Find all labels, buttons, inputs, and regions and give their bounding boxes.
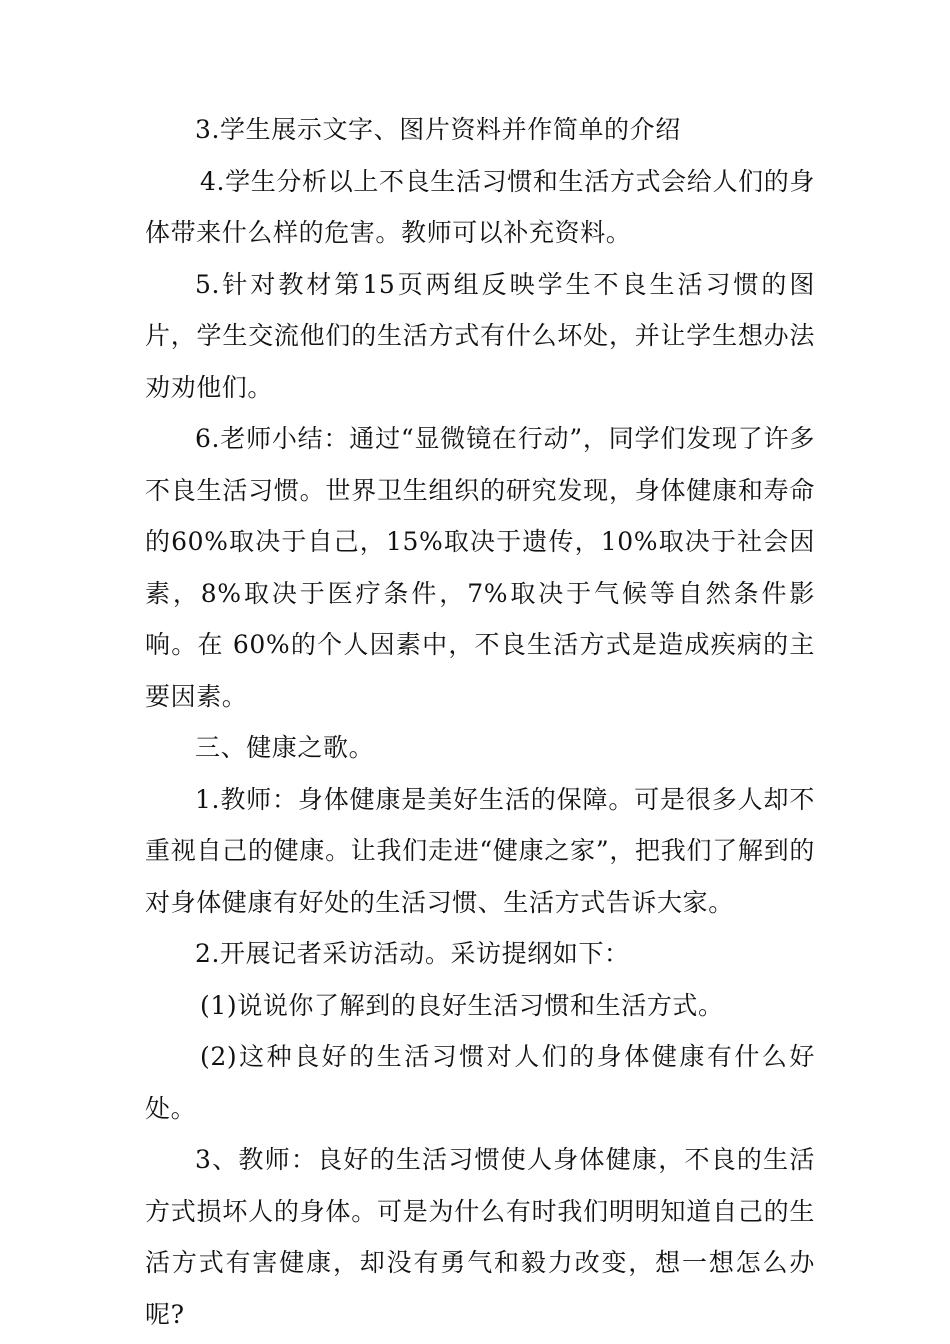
section-heading-health-song: 三、健康之歌。 bbox=[195, 733, 375, 762]
paragraph-teacher-3: 3、教师：良好的生活习惯使人身体健康，不良的生活方式损坏人的身体。可是为什么有时我们明明知道自己的生活方式有害健康，却没有勇气和毅力改变，想一想怎么办呢? bbox=[145, 1145, 815, 1329]
paragraph-interview-activity: 2.开展记者采访活动。采访提纲如下： bbox=[195, 939, 630, 968]
body-text bbox=[145, 104, 815, 1340]
paragraph-teacher-1: 1.教师：身体健康是美好生活的保障。可是很多人却不重视自己的健康。让我们走进“健康之家”，把我们了解到的对身体健康有好处的生活习惯、生活方式告诉大家。 bbox=[145, 784, 815, 917]
paragraph-outline-item-2: (2)这种良好的生活习惯对人们的身体健康有什么好处。 bbox=[145, 1042, 815, 1123]
paragraph-step-6-summary: 6.老师小结：通过“显微镜在行动”，同学们发现了许多不良生活习惯。世界卫生组织的研究发现，身体健康和寿命的60%取决于自己，15%取决于遗传，10%取决于社会因素，8%取决于医疗条件，7%取决于气候等自然条件影响。在 60%的个人因素中，不良生活方式是造成疾病的主要因素。 bbox=[145, 424, 815, 711]
paragraph-outline-item-1: (1)说说你了解到的良好生活习惯和生活方式。 bbox=[200, 990, 724, 1020]
paragraph-step-5: 5.针对教材第15页两组反映学生不良生活习惯的图片，学生交流他们的生活方式有什么坏处，并让学生想办法劝劝他们。 bbox=[145, 269, 815, 402]
paragraph-step-3: 3.学生展示文字、图片资料并作简单的介绍 bbox=[195, 115, 681, 144]
paragraph-step-4: 4.学生分析以上不良生活习惯和生活方式会给人们的身体带来什么样的危害。教师可以补充资料。 bbox=[145, 166, 815, 247]
